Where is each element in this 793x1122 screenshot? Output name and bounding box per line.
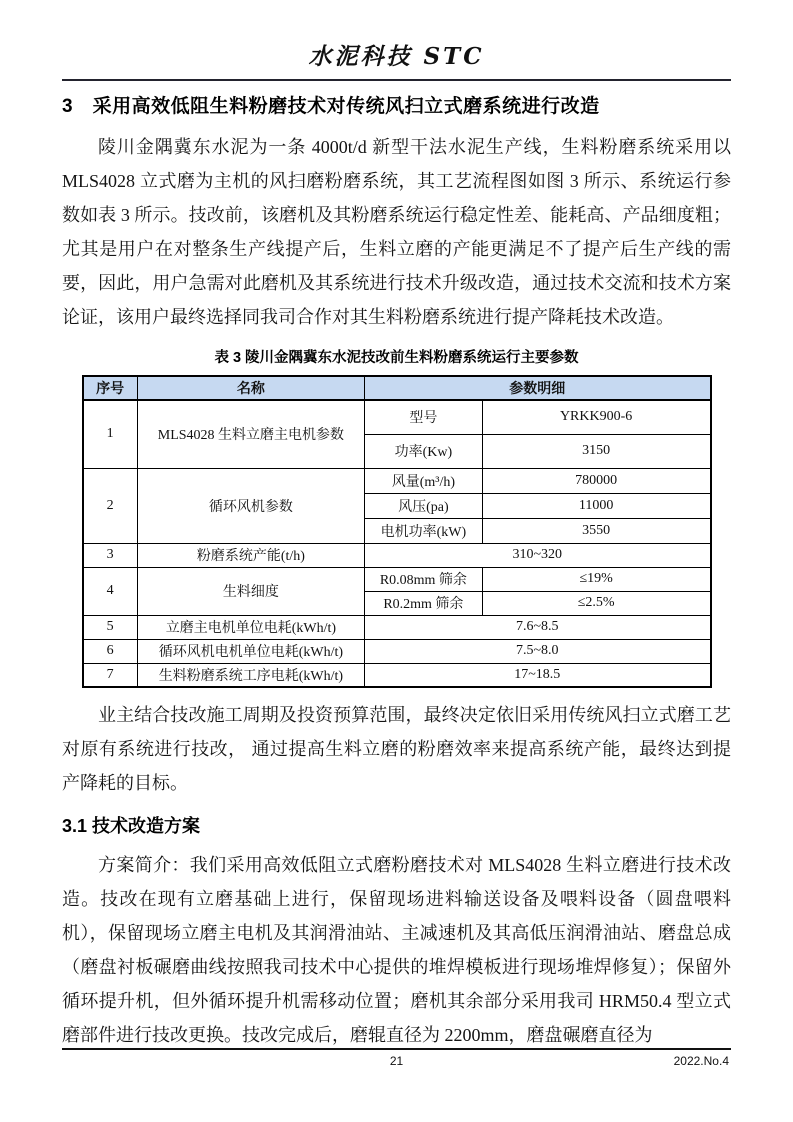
cell-param-label: 电机功率(kW): [365, 518, 483, 543]
cell-item-name: 循环风机参数: [137, 468, 364, 543]
header-rule: [62, 79, 731, 81]
table-row: [83, 639, 711, 663]
table-row: [83, 567, 711, 591]
table-row: [83, 543, 711, 567]
cell-row-number: 4: [83, 567, 138, 615]
table-body: [83, 400, 711, 687]
page-number: 21: [389, 1054, 404, 1068]
cell-row-number: 7: [83, 663, 138, 687]
cell-param-label: R0.08mm 筛余: [365, 567, 483, 591]
cell-row-number: 2: [83, 468, 138, 543]
cell-param-value: ≤19%: [482, 567, 710, 591]
issue-number: 2022.No.4: [673, 1054, 729, 1068]
table-caption: 表 3 陵川金隅冀东水泥技改前生料粉磨系统运行主要参数: [214, 350, 579, 366]
paragraph-intro: 陵川金隅冀东水泥为一条 4000t/d 新型干法水泥生产线，生料粉磨系统采用以 MLS4028 立式磨为主机的风扫磨粉磨系统，其工艺流程图如图 3 所示、系统运行参数如表 3 所示。技改前，该磨机及其粉磨系统运行稳定性差、能耗高、产品细度粗；尤其是用户在对整条生产线提产后，生料立磨的产能更满足不了提产后生产线的需要，因此，用户急需对此磨机及其系统进行技术升级改造，通过技术交流和技术方案论证，该用户最终选择同我司合作对其生料粉磨系统进行提产降耗技术改造。: [62, 137, 731, 327]
cell-param-value: 3550: [482, 518, 710, 543]
cell-row-number: 3: [83, 543, 138, 567]
paragraph-owner-decision: 业主结合技改施工周期及投资预算范围，最终决定依旧采用传统风扫立式磨工艺对原有系统进行技改， 通过提高生料立磨的粉磨效率来提高系统产能，最终达到提产降耗的目标。: [62, 705, 731, 793]
cell-param-label: 功率(Kw): [365, 434, 483, 468]
cell-item-name: 立磨主电机单位电耗(kWh/t): [137, 615, 364, 639]
cell-param-value: 310~320: [365, 543, 711, 567]
cell-item-name: 生料细度: [137, 567, 364, 615]
table-header-row: [83, 376, 711, 400]
cell-param-value: 17~18.5: [365, 663, 711, 687]
parameters-table: [82, 375, 712, 688]
cell-param-value: 7.6~8.5: [365, 615, 711, 639]
page-footer: [62, 1048, 731, 1070]
cell-item-name: 生料粉磨系统工序电耗(kWh/t): [137, 663, 364, 687]
footer-rule: [62, 1048, 731, 1050]
table-header-details: 参数明细: [365, 376, 711, 400]
cell-row-number: 6: [83, 639, 138, 663]
cell-param-value: YRKK900-6: [482, 400, 710, 434]
cell-param-value: 3150: [482, 434, 710, 468]
table-row: [83, 663, 711, 687]
table-row: [83, 400, 711, 434]
cell-row-number: 5: [83, 615, 138, 639]
table-row: [83, 468, 711, 493]
paragraph-plan: 方案简介：我们采用高效低阻立式磨粉磨技术对 MLS4028 生料立磨进行技术改造。技改在现有立磨基础上进行，保留现场进料输送设备及喂料设备（圆盘喂料机），保留现场立磨主电机及其润滑油站、主减速机及其高低压润滑油站、磨盘总成（磨盘衬板碾磨曲线按照我司技术中心提供的堆焊模板进行现场堆焊修复）；保留外循环提升机，但外循环提升机需移动位置；磨机其余部分采用我司 HRM50.4 型立式磨部件进行技改更换。技改完成后，磨辊直径为 2200mm，磨盘碾磨直径为: [62, 855, 731, 1045]
cell-param-value: ≤2.5%: [482, 591, 710, 615]
cell-param-label: 型号: [365, 400, 483, 434]
table-row: [83, 615, 711, 639]
cell-param-value: 780000: [482, 468, 710, 493]
cell-param-value: 7.5~8.0: [365, 639, 711, 663]
cell-item-name: 循环风机电机单位电耗(kWh/t): [137, 639, 364, 663]
table-header-no: 序号: [83, 376, 138, 400]
journal-header: 水泥科技 STC: [308, 43, 485, 70]
cell-item-name: MLS4028 生料立磨主电机参数: [137, 400, 364, 468]
cell-item-name: 粉磨系统产能(t/h): [137, 543, 364, 567]
cell-param-label: R0.2mm 筛余: [365, 591, 483, 615]
cell-param-label: 风压(pa): [365, 493, 483, 518]
cell-row-number: 1: [83, 400, 138, 468]
subsection-heading: 3.1 技术改造方案: [62, 816, 201, 836]
cell-param-value: 11000: [482, 493, 710, 518]
section-heading: 3 采用高效低阻生料粉磨技术对传统风扫立式磨系统进行改造: [62, 96, 600, 117]
table-header-name: 名称: [137, 376, 364, 400]
cell-param-label: 风量(m³/h): [365, 468, 483, 493]
